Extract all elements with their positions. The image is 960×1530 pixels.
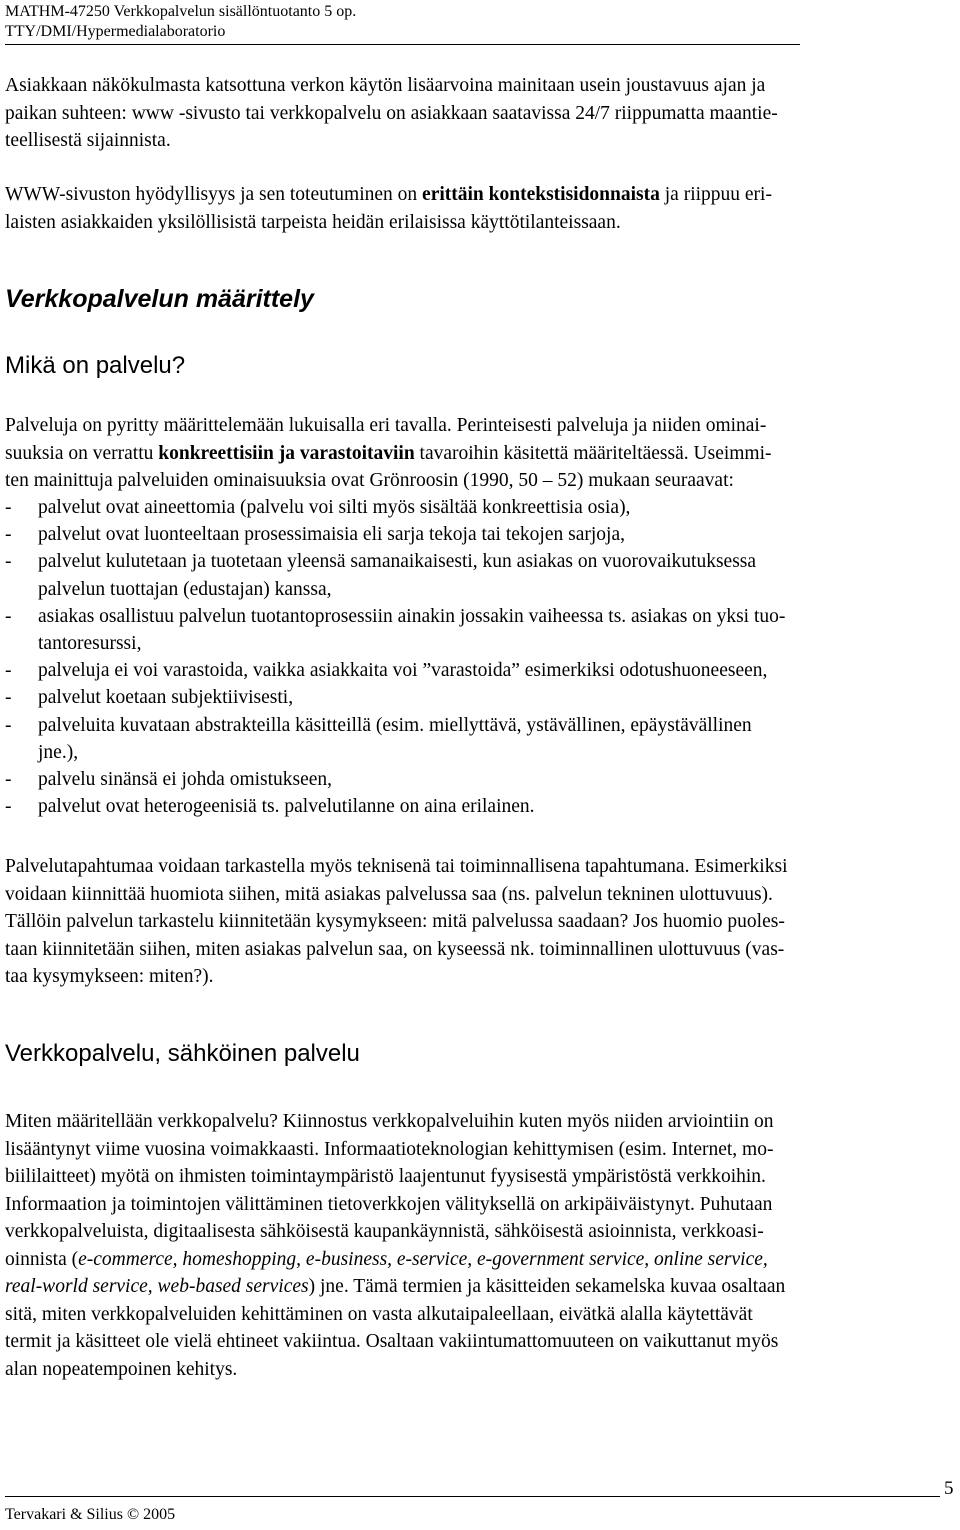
list-item: - palvelut ovat heterogeenisiä ts. palvelutilanne on aina erilainen. bbox=[5, 796, 535, 818]
intro-paragraph-1: Asiakkaan näkökulmasta katsottuna verkon käytön lisäarvoina mainitaan usein joustavuus ajan ja paikan suhteen: www -sivusto tai verkkopalvelu on asiakkaan saatavissa 24/7 riippumatta maantie- teellisestä sijainnista. bbox=[5, 75, 778, 151]
header-course: MATHM-47250 Verkkopalvelun sisällöntuotanto 5 op. bbox=[5, 3, 357, 20]
list-item: - palvelu sinänsä ei johda omistukseen, bbox=[5, 769, 333, 791]
page-number: 5 bbox=[944, 1478, 954, 1499]
web-service-paragraph: Miten määritellään verkkopalvelu? Kiinnostus verkkopalveluihin kuten myös niiden arviointiin on lisääntynyt viime vuosina voimakkaasti. Informaatioteknologian kehittymisen (esim. Internet, mo- biililaitteet) myötä on ihmisten toimintaympäristö laajentunut fyysisestä ympäristöstä verkkoihin. Informaation ja toimintojen välittäminen tietoverkkojen välityksellä on arkipäiväistynyt. Puhutaan verkkopalveluista, digitaalisesta sähköisestä kaupankäynnistä, sähköisestä asioinnista, verkkoasi- oinnista (e-commerce, homeshopping, e-business, e-service, e-government service, online service, real-world service, web-based services) jne. Tämä termien ja käsitteiden sekamelska kuvaa osaltaan sitä, miten verkkopalveluiden kehittäminen on vasta alkutaipaleellaan, eivätkä alalla käytettävät termit ja käsitteet ole vielä ehtineet vakiintua. Osaltaan vakiintumattomuuteen on vaikuttanut myös alan nopeatempoinen kehitys. bbox=[5, 1111, 786, 1380]
service-paragraph: Palveluja on pyritty määrittelemään lukuisalla eri tavalla. Perinteisesti palveluja ja niiden ominai- suuksia on verrattu konkreettisiin ja varastoitaviin tavaroihin käsitettä määriteltäessä. Useimmi- ten mainittuja palveluiden ominaisuuksia ovat Grönroosin (1990, 50 – 52) mukaan seuraavat: bbox=[5, 415, 772, 491]
list-item: - palvelut ovat luonteeltaan prosessimaisia eli sarja tekoja tai tekojen sarjoja, bbox=[5, 524, 625, 546]
header-department: TTY/DMI/Hypermedialaboratorio bbox=[5, 23, 226, 40]
list-item: - asiakas osallistuu palvelun tuotantoprosessiin ainakin jossakin vaiheessa ts. asiakas on yksi tuo- tantoresurssi, bbox=[5, 605, 786, 655]
list-item: - palveluita kuvataan abstrakteilla käsitteillä (esim. miellyttävä, ystävällinen, epäystävällinen jne.), bbox=[5, 714, 752, 763]
footer-rule bbox=[5, 1496, 940, 1497]
section-heading-definition: Verkkopalvelun määrittely bbox=[5, 285, 314, 313]
header-rule bbox=[5, 44, 800, 45]
footer-authors: Tervakari & Silius © 2005 bbox=[5, 1506, 176, 1523]
service-characteristics-list bbox=[5, 494, 950, 820]
subheading-what-is-service: Mikä on palvelu? bbox=[5, 352, 186, 379]
list-item: - palvelut ovat aineettomia (palvelu voi silti myös sisältää konkreettisia osia), bbox=[5, 497, 631, 518]
service-event-paragraph: Palvelutapahtumaa voidaan tarkastella myös teknisenä tai toiminnallisena tapahtumana. Esimerkiksi voidaan kiinnittää huomiota siihen, mitä asiakas palvelussa saa (ns. palvelun tekninen ulottuvuus). Tällöin palvelun tarkastelu kiinnitetään kysymykseen: mitä palvelussa saadaan? Jos huomio puoles- taan kiinnitetään siihen, miten asiakas palvelun saa, on kyseessä nk. toiminnallinen ulottuvuus (vas- taa kysymykseen: miten?). bbox=[5, 856, 788, 987]
section-heading-web-service: Verkkopalvelu, sähköinen palvelu bbox=[5, 1040, 360, 1067]
list-item: - palvelut kulutetaan ja tuotetaan yleensä samanaikaisesti, kun asiakas on vuorovaikutuksessa palvelun tuottajan (edustajan) kanssa, bbox=[5, 551, 757, 600]
list-item: - palveluja ei voi varastoida, vaikka asiakkaita voi ”varastoida” esimerkiksi odotushuoneeseen, bbox=[5, 660, 768, 682]
intro-paragraph-2: WWW-sivuston hyödyllisyys ja sen toteutuminen on erittäin kontekstisidonnaista ja riippuu eri- laisten asiakkaiden yksilöllisistä tarpeista heidän erilaisissa käyttötilanteissaan. bbox=[5, 184, 772, 233]
list-item: - palvelut koetaan subjektiivisesti, bbox=[5, 687, 294, 709]
